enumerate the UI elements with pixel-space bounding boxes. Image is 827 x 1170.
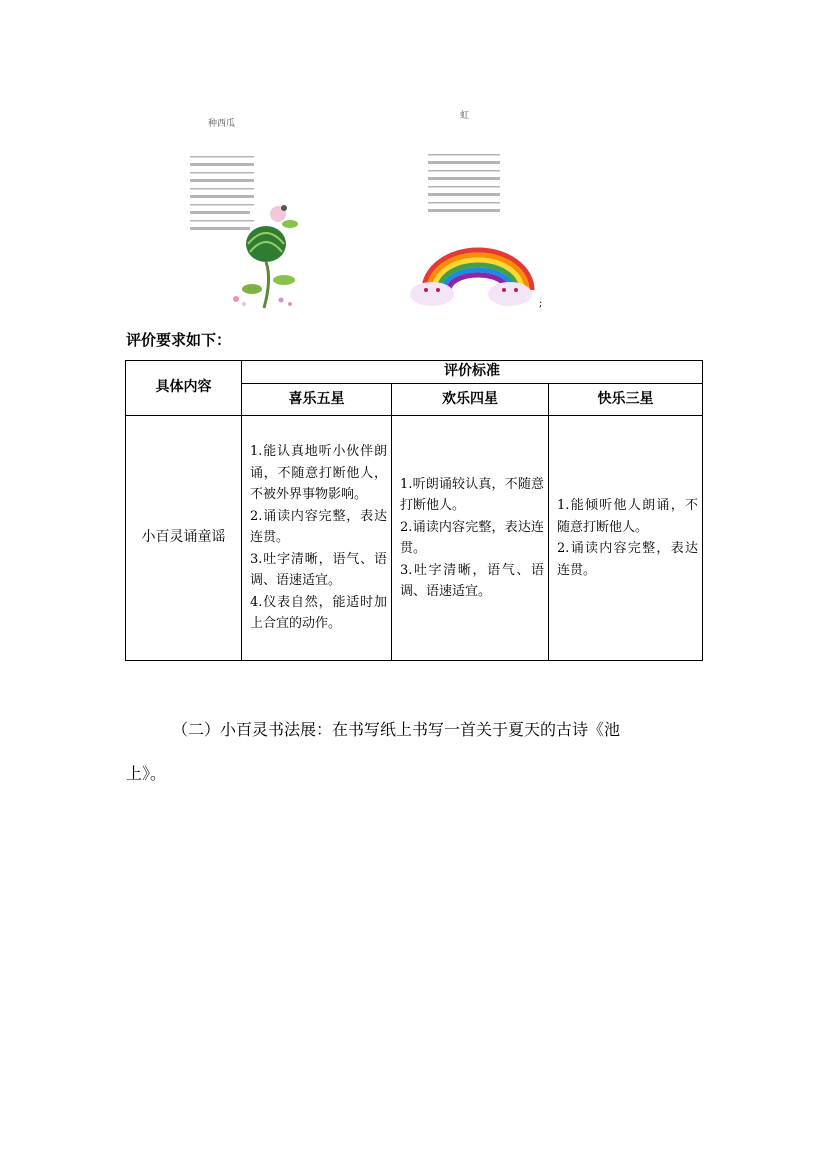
rainbow-poem-title: 虹	[460, 111, 470, 121]
criteria-item: 1.能认真地听小伙伴朗诵，不随意打断他人，不被外界事物影响。	[250, 444, 387, 503]
row-label: 小百灵诵童谣	[126, 416, 242, 661]
criteria-item: 4.仪表自然，能适时加上合宜的动作。	[250, 594, 387, 632]
criteria-item: 2.诵读内容完整，表达连贯。	[400, 519, 544, 556]
criteria-header: 评价标准	[242, 361, 703, 384]
criteria-item: 3.吐字清晰，语气、语调、语速适宜。	[400, 562, 544, 599]
criteria-item: 1.能倾听他人朗诵，不随意打断他人。	[557, 498, 698, 535]
five-star-criteria	[242, 416, 392, 661]
rainbow-poem-illustration	[388, 104, 543, 310]
three-star-criteria	[549, 416, 703, 661]
watermelon-poem-illustration	[186, 104, 298, 310]
criteria-item: 2.诵读内容完整，表达连贯。	[557, 541, 698, 578]
criteria-item: 2.诵读内容完整，表达连贯。	[250, 508, 387, 546]
criteria-item: 3.吐字清晰，语气、语调、语速适宜。	[250, 551, 387, 589]
calligraphy-task-line2: 上》。	[126, 764, 167, 783]
evaluation-table	[125, 360, 703, 661]
watermelon-poem-title: 种西瓜	[208, 119, 236, 129]
four-star-criteria	[392, 416, 549, 661]
level-header-four-star: 欢乐四星	[392, 384, 549, 416]
level-header-five-star: 喜乐五星	[242, 384, 392, 416]
calligraphy-task-line1: （二）小百灵书法展：在书写纸上书写一首关于夏天的古诗《池	[172, 720, 621, 739]
criteria-item: 1.听朗诵较认真，不随意打断他人。	[400, 476, 544, 513]
illustration-separator-mark: ;	[539, 298, 543, 309]
content-column-header: 具体内容	[126, 361, 242, 416]
evaluation-heading: 评价要求如下：	[126, 331, 232, 349]
level-header-three-star: 快乐三星	[549, 384, 703, 416]
